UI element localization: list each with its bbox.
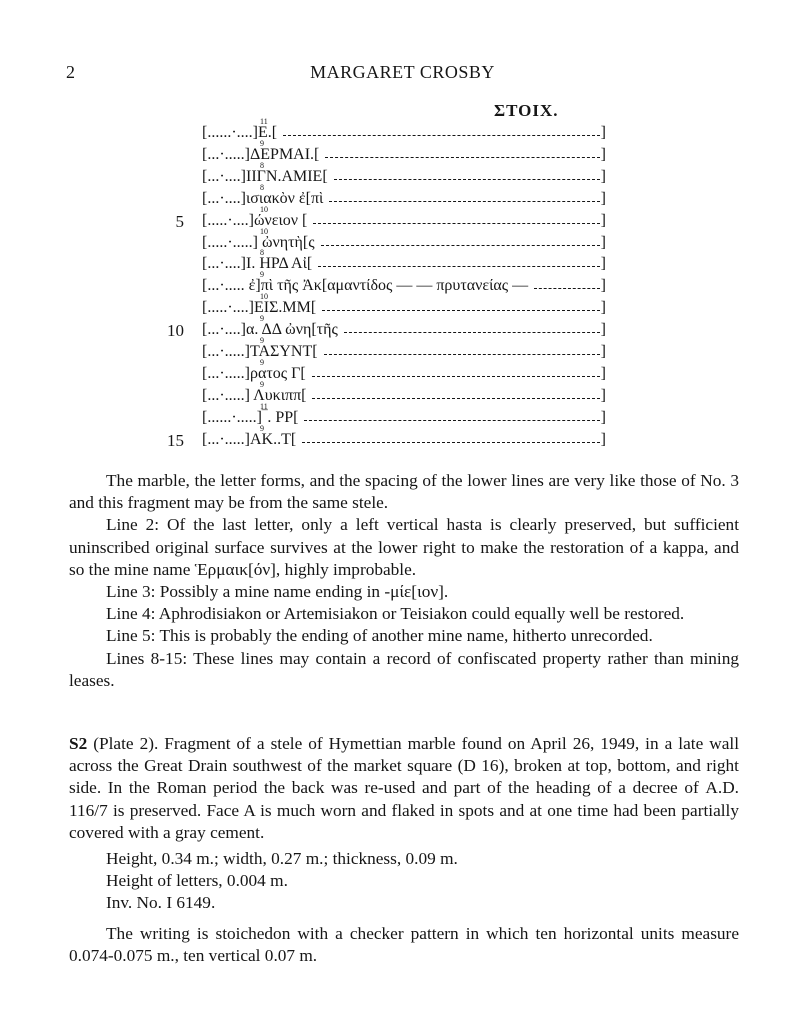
lacuna-count: 9 (260, 314, 264, 324)
lacuna-dashes (312, 398, 600, 399)
lacuna-count: 8 (260, 160, 264, 170)
commentary-paragraph: Line 3: Possibly a mine name ending in -μίε[ιον]. (106, 582, 449, 602)
lacuna-count: 11 (260, 401, 268, 411)
closing-bracket: ] (600, 255, 606, 273)
lacuna-dashes (324, 354, 600, 355)
closing-bracket: ] (600, 408, 606, 426)
lacuna-count: 10 (260, 226, 268, 236)
inscription-text: [...·.....]ΑΚ..Τ[ (202, 430, 297, 448)
inscription-text: [...·.....]ΤΑΣΥΝΤ[ (202, 343, 318, 360)
lacuna-count: 9 (260, 336, 264, 345)
inscription-text: [...·..... ἐ]πὶ τῆς Ἀκ[αμαντίδος — — πρυτανείας — (202, 277, 529, 295)
inscription-text: [...·.....]ρατος Γ[ (202, 364, 306, 382)
commentary-paragraph: The marble, the letter forms, and the spacing of the lower lines are very like those of No. 3 and this fragment may be from the same stele. (69, 471, 739, 513)
entry-dimensions: Height, 0.34 m.; width, 0.27 m.; thickness, 0.09 m. (106, 849, 458, 869)
running-head: MARGARET CROSBY (310, 62, 495, 82)
lacuna-count: 11 (260, 117, 268, 126)
entry-id: S2 (69, 734, 88, 753)
closing-bracket: ] (600, 124, 606, 141)
entry-intro: (Plate 2). Fragment of a stele of Hymettian marble found on April 26, 1949, in a late wall across the Great Drain southwest of the market square (D 16), broken at top, bottom, and right side. In the Roman period the back was re-used and part of the heading of a decree of (69, 734, 739, 798)
inscription-text: [...·....]Ι. ΗΡΔ Αἰ[ (202, 255, 313, 273)
lacuna-dashes (318, 266, 600, 267)
line-number: 15 (167, 430, 184, 450)
closing-bracket: ] (600, 233, 606, 251)
lacuna-dashes (312, 376, 600, 377)
inscription-text: [...·....]α. ΔΔ ὠνη[τῆς (202, 321, 338, 339)
closing-bracket: ] (600, 277, 606, 295)
lacuna-dashes (322, 310, 600, 311)
lacuna-dashes (344, 332, 600, 333)
lacuna-count: 10 (260, 204, 268, 214)
inscription-text: [......·.....]‾. ΡΡ[ (202, 408, 299, 426)
inscription-line (160, 204, 620, 234)
inscription-line (160, 379, 620, 409)
lacuna-dashes (334, 179, 600, 180)
closing-bracket: ] (600, 145, 606, 163)
closing-bracket: ] (600, 430, 606, 448)
inscription-text: [...·....]ισιακὸν ἐ[πὶ (202, 189, 324, 207)
inscription-text-wrap (202, 423, 606, 453)
entry-description (69, 733, 739, 844)
lacuna-count: 9 (260, 270, 264, 280)
inscription-text: [...·....]ΙΙΓΝ.ΑΜΙΕ[ (202, 167, 328, 185)
closing-bracket: ] (600, 364, 606, 382)
entry-intro-end: 116/7 is preserved. Face A is much worn and flaked in spots and at one time had been partially covered with a gray cement. (69, 800, 739, 842)
line-number: 10 (167, 321, 184, 341)
closing-bracket: ] (600, 343, 606, 360)
closing-bracket: ] (600, 386, 606, 404)
commentary-paragraph: Lines 8-15: These lines may contain a record of confiscated property rather than mining leases. (69, 648, 739, 690)
lacuna-dashes (302, 442, 600, 443)
entry-era: A.D. (705, 778, 739, 798)
inscription-text: [...·.....]ΔΕΡΜΑΙ.[ (202, 145, 320, 163)
inscription-line (160, 336, 620, 365)
lacuna-count: 9 (260, 357, 264, 367)
closing-bracket: ] (600, 299, 606, 317)
inscription-line (160, 401, 620, 431)
inscription-line (160, 270, 620, 302)
inscription-line (160, 423, 620, 453)
lacuna-dashes (313, 223, 600, 224)
inscription-text: [.....·....]ΕΙΣ.ΜΜ[ (202, 299, 317, 317)
lacuna-dashes (325, 157, 600, 158)
catalogue-entry (69, 733, 739, 967)
commentary-paragraph: Line 4: Aphrodisiakon or Artemisiakon or Teisiakon could equally well be restored. (106, 604, 685, 624)
lacuna-dashes (321, 245, 600, 246)
commentary-paragraph: Line 2: Of the last letter, only a left vertical hasta is clearly preserved, but sufficient uninscribed original surface survives at the lower right to make the restoration of a kappa, and so the mine name Ἑρμαικ[όν], highly improbable. (69, 515, 739, 579)
lacuna-count: 8 (260, 182, 264, 192)
lacuna-count: 10 (260, 292, 268, 302)
closing-bracket: ] (600, 189, 606, 207)
commentary (69, 470, 739, 692)
lacuna-count: 9 (260, 423, 264, 433)
entry-stoichedon-note: The writing is stoichedon with a checker pattern in which ten horizontal units measure 0.074-0.075 m., ten vertical 0.07 m. (69, 923, 739, 965)
inscription-line (160, 182, 620, 212)
closing-bracket: ] (600, 211, 606, 229)
inscription-line (160, 160, 620, 190)
inscription-line (160, 357, 620, 387)
line-number: 5 (175, 211, 184, 231)
lacuna-dashes (329, 201, 600, 202)
inscription-line (160, 314, 620, 343)
inscription-line (160, 138, 620, 168)
stoichedon-label: ΣΤΟΙΧ. (494, 101, 559, 120)
inscription-text: [.....·.....] ὠνητὴ[ς (202, 233, 315, 251)
lacuna-count: 8 (260, 248, 264, 258)
entry-inventory: Inv. No. I 6149. (106, 893, 216, 913)
closing-bracket: ] (600, 321, 606, 339)
lacuna-dashes (304, 420, 600, 421)
inscription-line (160, 117, 620, 146)
inscription-text: [......·....]Ε.[ (202, 124, 278, 141)
lacuna-count: 9 (260, 138, 264, 148)
lacuna-dashes (283, 135, 600, 136)
lacuna-count: 9 (260, 379, 264, 389)
page-number: 2 (66, 62, 75, 82)
lacuna-dashes (534, 288, 600, 289)
entry-letter-height: Height of letters, 0.004 m. (106, 871, 288, 891)
inscription-line (160, 292, 620, 324)
closing-bracket: ] (600, 167, 606, 185)
inscription-line (160, 248, 620, 280)
commentary-paragraph: Line 5: This is probably the ending of another mine name, hitherto unrecorded. (106, 626, 653, 646)
inscription-text: [...·.....] Λυκιππ[ (202, 386, 307, 404)
inscription-block (0, 117, 805, 454)
inscription-line (160, 226, 620, 256)
inscription-text: [.....·....]ώνειον [ (202, 211, 308, 229)
